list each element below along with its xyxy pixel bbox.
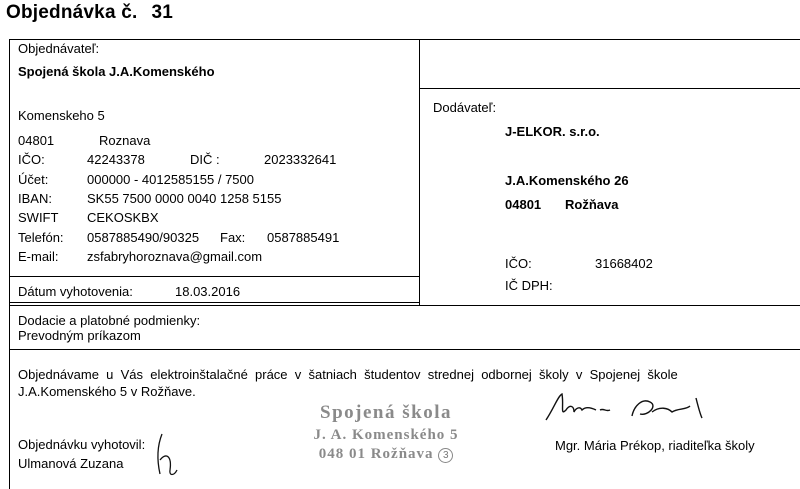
issue-date-value: 18.03.2016 bbox=[175, 284, 241, 299]
customer-account: 000000 - 4012585155 / 7500 bbox=[87, 172, 254, 187]
school-stamp bbox=[296, 402, 476, 463]
order-number: 31 bbox=[151, 2, 173, 23]
document-title bbox=[6, 2, 173, 24]
customer-zip: 04801 bbox=[18, 133, 55, 148]
title-label: Objednávka č. bbox=[6, 2, 138, 23]
supplier-ico: 31668402 bbox=[595, 256, 653, 271]
supplier-street: J.A.Komenského 26 bbox=[505, 173, 629, 188]
issued-by-label: Objednávku vyhotovil: bbox=[18, 437, 146, 452]
order-text-line2: J.A.Komenského 5 v Rožňave. bbox=[18, 384, 196, 399]
supplier-city: Rožňava bbox=[565, 197, 619, 212]
stamp-number: 3 bbox=[438, 448, 453, 463]
customer-iban: SK55 7500 0000 0040 1258 5155 bbox=[87, 191, 282, 206]
supplier-heading: Dodávateľ: bbox=[433, 100, 497, 115]
customer-iban-label: IBAN: bbox=[18, 191, 52, 206]
customer-ico-label: IČO: bbox=[18, 152, 45, 167]
customer-swift: CEKOSKBX bbox=[87, 210, 159, 225]
terms-heading: Dodacie a platobné podmienky: bbox=[18, 313, 201, 328]
customer-phone-label: Telefón: bbox=[18, 230, 64, 245]
order-text-line1: Objednávame u Vás elektroinštalačné práce v šatniach študentov strednej odbornej školy v Spojenej škole bbox=[18, 367, 678, 382]
customer-email: zsfabryhoroznava@gmail.com bbox=[87, 249, 263, 264]
top-right-box bbox=[419, 39, 800, 89]
issuer-signature bbox=[150, 430, 190, 480]
supplier-ico-label: IČO: bbox=[505, 256, 532, 271]
customer-street: Komenskeho 5 bbox=[18, 108, 105, 123]
customer-email-label: E-mail: bbox=[18, 249, 59, 264]
director-signature bbox=[540, 388, 720, 428]
customer-name: Spojená škola J.A.Komenského bbox=[18, 64, 215, 79]
customer-dic: 2023332641 bbox=[264, 152, 337, 167]
customer-ico: 42243378 bbox=[87, 152, 145, 167]
customer-fax: 0587885491 bbox=[267, 230, 340, 245]
customer-phone: 0587885490/90325 bbox=[87, 230, 200, 245]
supplier-zip: 04801 bbox=[505, 197, 542, 212]
stamp-line2: J. A. Komenského 5 bbox=[313, 427, 459, 443]
customer-account-label: Účet: bbox=[18, 172, 49, 187]
issue-date-label: Dátum vyhotovenia: bbox=[18, 284, 133, 299]
stamp-line3: 048 01 Rožňava bbox=[318, 446, 434, 462]
signatory-name: Mgr. Mária Prékop, riaditeľka školy bbox=[555, 438, 755, 453]
customer-swift-label: SWIFT bbox=[18, 210, 59, 225]
customer-heading: Objednávateľ: bbox=[18, 41, 100, 56]
customer-dic-label: DIČ : bbox=[190, 152, 220, 167]
issued-by-name: Ulmanová Zuzana bbox=[18, 456, 124, 471]
stamp-line1: Spojená škola bbox=[320, 402, 452, 423]
terms-value: Prevodným príkazom bbox=[18, 328, 141, 343]
customer-city: Roznava bbox=[99, 133, 151, 148]
supplier-name: J-ELKOR. s.r.o. bbox=[505, 124, 600, 139]
supplier-icdph-label: IČ DPH: bbox=[505, 278, 553, 293]
customer-fax-label: Fax: bbox=[220, 230, 246, 245]
